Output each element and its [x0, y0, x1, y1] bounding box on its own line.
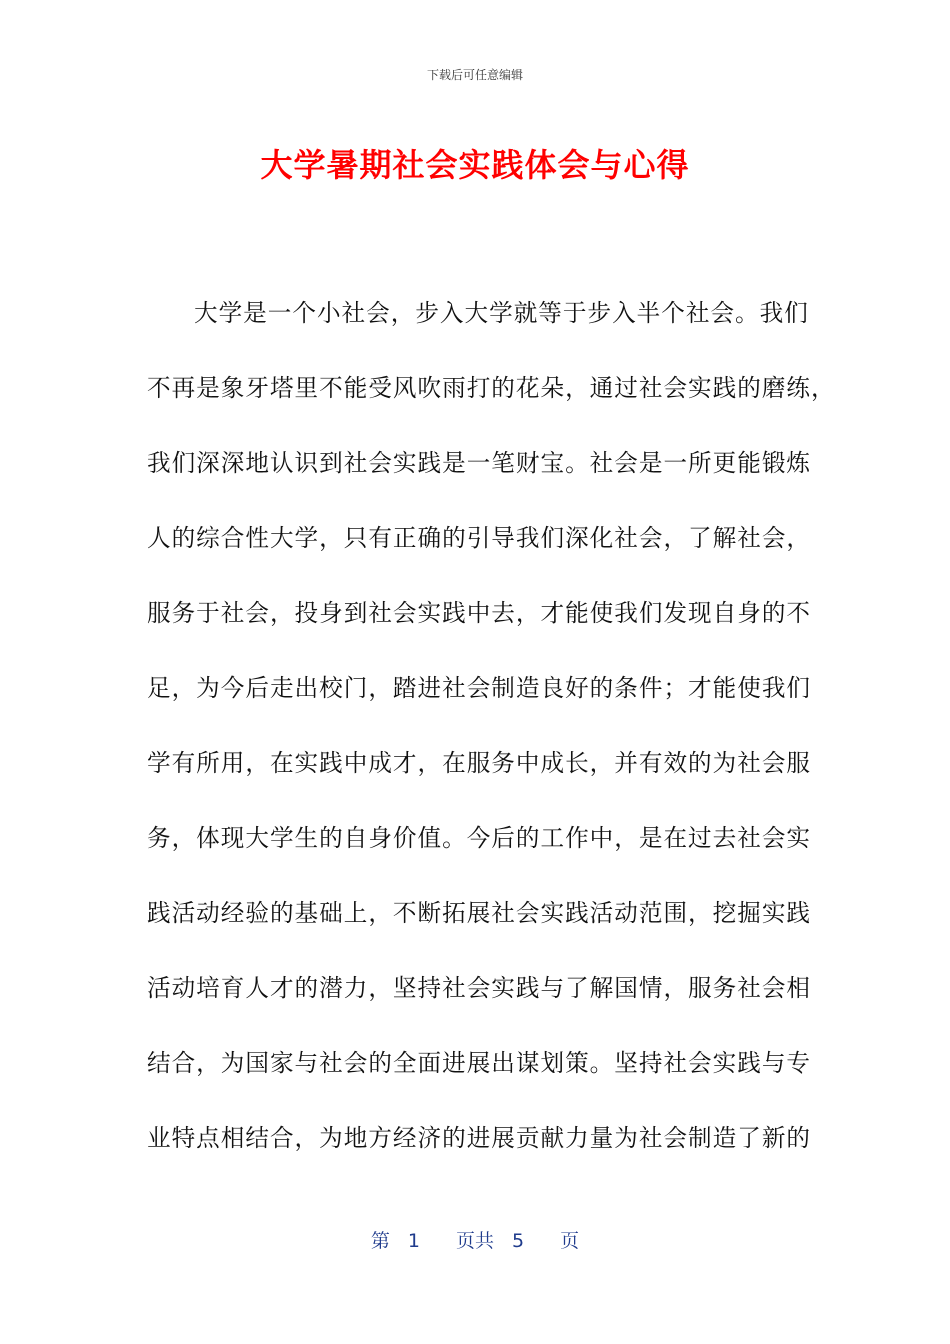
body-line: 务，体现大学生的自身价值。今后的工作中，是在过去社会实 — [147, 824, 812, 852]
body-line: 结合，为国家与社会的全面进展出谋划策。坚持社会实践与专 — [147, 1049, 812, 1077]
page-prefix: 第 — [370, 1230, 390, 1252]
document-title: 大学暑期社会实践体会与心得 — [260, 146, 690, 184]
current-page-number: 1 — [407, 1230, 420, 1252]
body-line: 足，为今后走出校门，踏进社会制造良好的条件；才能使我们 — [147, 674, 812, 702]
body-line: 不再是象牙塔里不能受风吹雨打的花朵，通过社会实践的磨练， — [147, 374, 836, 402]
body-line: 服务于社会，投身到社会实践中去，才能使我们发现自身的不 — [147, 599, 812, 627]
body-line: 大学是一个小社会，步入大学就等于步入半个社会。我们 — [194, 299, 809, 327]
body-line: 我们深深地认识到社会实践是一笔财宝。社会是一所更能锻炼 — [147, 449, 812, 477]
document-body — [147, 276, 836, 1176]
body-line: 业特点相结合，为地方经济的进展贡献力量为社会制造了新的 — [147, 1124, 812, 1152]
body-line: 践活动经验的基础上，不断拓展社会实践活动范围，挖掘实践 — [147, 899, 812, 927]
page-mid-text: 页共 — [455, 1230, 494, 1252]
page-footer — [0, 1226, 950, 1253]
header-note: 下载后可任意编辑 — [426, 68, 523, 82]
page-suffix: 页 — [560, 1230, 580, 1252]
body-line: 人的综合性大学，只有正确的引导我们深化社会，了解社会， — [147, 524, 812, 552]
body-line: 学有所用，在实践中成才，在服务中成长，并有效的为社会服 — [147, 749, 812, 777]
total-pages-number: 5 — [512, 1230, 525, 1252]
body-line: 活动培育人才的潜力，坚持社会实践与了解国情，服务社会相 — [147, 974, 812, 1002]
